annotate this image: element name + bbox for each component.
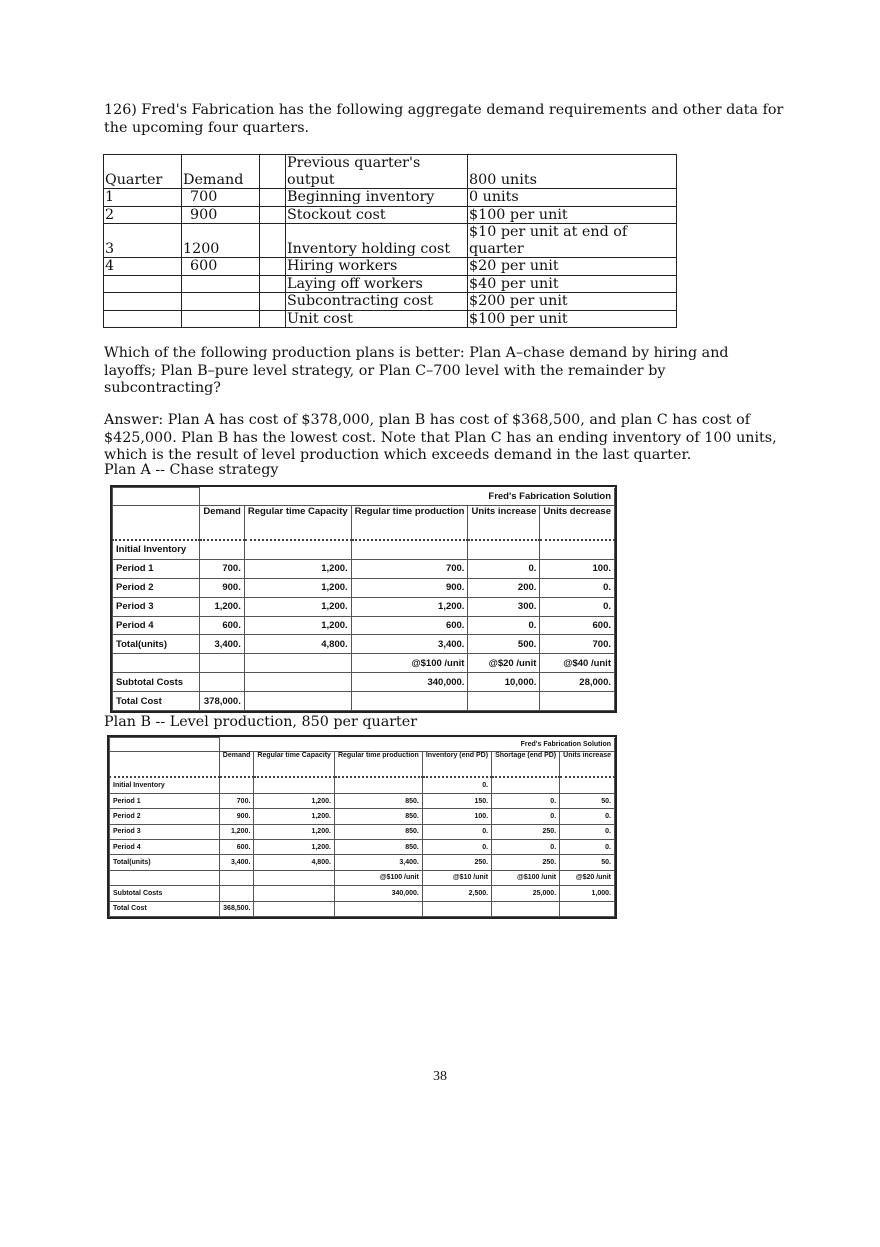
sheet-cell: 1,200. (244, 559, 351, 578)
sheet-cell: @$10 /unit (422, 870, 491, 885)
sheet-cell: 900. (219, 809, 254, 824)
sheet-cell: 700. (540, 635, 615, 654)
sheet-cell: 0. (560, 809, 615, 824)
demand-cell: 600 (182, 258, 260, 276)
sheet-cell (254, 870, 335, 885)
sheet-column-header: Units increase (560, 752, 615, 777)
plan-b-table (109, 737, 615, 917)
sheet-cell: 0. (560, 824, 615, 839)
sheet-cell: 3,400. (200, 635, 244, 654)
sheet-cell: @$100 /unit (351, 654, 468, 673)
sheet-row-label: Period 3 (113, 597, 200, 616)
table-row (104, 224, 677, 258)
spacer-cell (260, 258, 286, 276)
sheet-column-header: Units decrease (540, 506, 615, 540)
value-cell: $200 per unit (468, 293, 677, 311)
sheet-cell: 850. (334, 840, 422, 855)
sheet-cell (492, 777, 560, 793)
sheet-row-label: Initial Inventory (110, 777, 220, 793)
value-cell: $100 per unit (468, 310, 677, 328)
page-number: 38 (433, 1069, 447, 1084)
sheet-row-label: Subtotal Costs (110, 886, 220, 901)
sheet-column-header: Regular time production (334, 752, 422, 777)
value-cell: $20 per unit (468, 258, 677, 276)
sheet-cell: 10,000. (468, 673, 540, 692)
sheet-row (113, 597, 615, 616)
sheet-cell: 0. (492, 809, 560, 824)
value-cell: $10 per unit at end of quarter (468, 224, 677, 258)
quarter-cell (104, 310, 182, 328)
quarter-cell: 1 (104, 189, 182, 207)
sheet-cell: 700. (219, 793, 254, 808)
sheet-cell (334, 777, 422, 793)
demand-cell (182, 275, 260, 293)
demand-cell: 700 (182, 189, 260, 207)
sheet-cell: 1,000. (560, 886, 615, 901)
sheet-row-label: Total(units) (113, 635, 200, 654)
sheet-cell: 25,000. (492, 886, 560, 901)
demand-cell: 900 (182, 206, 260, 224)
header-previous-output-value: 800 units (468, 155, 677, 189)
sheet-row-label: Total Cost (110, 901, 220, 916)
table-row (104, 275, 677, 293)
sheet-header-blank (113, 506, 200, 540)
sheet-cell: 2,500. (422, 886, 491, 901)
sheet-cell: 378,000. (200, 692, 244, 711)
sheet-cell: 600. (351, 616, 468, 635)
sheet-cell: 700. (200, 559, 244, 578)
sheet-cell: 4,800. (254, 855, 335, 870)
sheet-row (110, 824, 615, 839)
sheet-cell: @$20 /unit (468, 654, 540, 673)
sheet-row (110, 793, 615, 808)
sheet-cell: 850. (334, 793, 422, 808)
quarter-cell: 3 (104, 224, 182, 258)
spacer-cell (260, 310, 286, 328)
sheet-cell: 50. (560, 793, 615, 808)
parameter-cell: Subcontracting cost (286, 293, 468, 311)
sheet-cell: 100. (422, 809, 491, 824)
sheet-cell: 340,000. (351, 673, 468, 692)
sheet-header-blank (110, 752, 220, 777)
value-cell: $100 per unit (468, 206, 677, 224)
sheet-row (113, 654, 615, 673)
sheet-row (110, 777, 615, 793)
plan-a-spreadsheet (110, 485, 617, 713)
table-row (104, 310, 677, 328)
sheet-row-label: Period 1 (110, 793, 220, 808)
sheet-cell: 600. (200, 616, 244, 635)
sheet-cell: 1,200. (254, 793, 335, 808)
sheet-cell (254, 777, 335, 793)
parameter-cell: Inventory holding cost (286, 224, 468, 258)
sheet-row-label: Total(units) (110, 855, 220, 870)
sheet-header-row (110, 752, 615, 777)
table-row (104, 293, 677, 311)
sheet-cell (540, 540, 615, 560)
sheet-row-label: Period 4 (113, 616, 200, 635)
quarter-cell (104, 275, 182, 293)
sheet-cell (468, 692, 540, 711)
sheet-row (110, 855, 615, 870)
sheet-cell (219, 870, 254, 885)
question-title: 126) Fred's Fabrication has the following aggregate demand requirements and other data for the upcoming four quarters. (104, 102, 784, 136)
sheet-row (113, 540, 615, 560)
sheet-cell: 300. (468, 597, 540, 616)
header-quarter: Quarter (104, 155, 182, 189)
sheet-row (113, 559, 615, 578)
sheet-column-header: Regular time Capacity (244, 506, 351, 540)
sheet-title: Fred's Fabrication Solution (200, 488, 615, 506)
sheet-cell: 1,200. (254, 824, 335, 839)
sheet-row-label: Period 2 (110, 809, 220, 824)
sheet-cell (254, 901, 335, 916)
sheet-cell (200, 654, 244, 673)
sheet-cell: 0. (422, 777, 491, 793)
quarter-cell (104, 293, 182, 311)
spacer-cell (260, 189, 286, 207)
sheet-cell: 3,400. (351, 635, 468, 654)
sheet-cell (244, 540, 351, 560)
sheet-cell: 1,200. (244, 597, 351, 616)
value-cell: $40 per unit (468, 275, 677, 293)
sheet-row-label (110, 870, 220, 885)
sheet-cell: 100. (540, 559, 615, 578)
plan-a-table (112, 487, 615, 711)
sheet-cell: @$20 /unit (560, 870, 615, 885)
sheet-cell: 1,200. (254, 840, 335, 855)
sheet-cell: 250. (492, 855, 560, 870)
sheet-cell (200, 673, 244, 692)
sheet-cell: 0. (492, 840, 560, 855)
sheet-row-label: Period 3 (110, 824, 220, 839)
sheet-cell: 1,200. (351, 597, 468, 616)
sheet-cell: 250. (422, 855, 491, 870)
sheet-cell: 0. (540, 597, 615, 616)
sheet-cell: 340,000. (334, 886, 422, 901)
sheet-cell: 368,500. (219, 901, 254, 916)
sheet-cell: @$100 /unit (492, 870, 560, 885)
plan-a-label: Plan A -- Chase strategy (104, 462, 279, 478)
sheet-cell: 3,400. (219, 855, 254, 870)
sheet-cell: 250. (492, 824, 560, 839)
table-row (104, 206, 677, 224)
demand-data-table (103, 154, 677, 328)
sheet-cell: 0. (422, 840, 491, 855)
parameter-cell: Beginning inventory (286, 189, 468, 207)
sheet-cell: 3,400. (334, 855, 422, 870)
sheet-row (113, 616, 615, 635)
sheet-cell (200, 540, 244, 560)
sheet-cell: 0. (540, 578, 615, 597)
sheet-cell: 200. (468, 578, 540, 597)
sheet-row (113, 692, 615, 711)
sheet-cell (351, 692, 468, 711)
sheet-cell: 900. (351, 578, 468, 597)
sheet-row-label (113, 654, 200, 673)
sheet-cell: 0. (560, 840, 615, 855)
sheet-row (110, 870, 615, 885)
parameter-cell: Laying off workers (286, 275, 468, 293)
sheet-column-header: Demand (200, 506, 244, 540)
answer-text: Answer: Plan A has cost of $378,000, plan B has cost of $368,500, and plan C has cost of $425,000. Plan B has the lowest cost. Note that Plan C has an ending inventory of 100 units, which is the result of level production which exceeds demand in the last quarter. (104, 412, 777, 463)
parameter-cell: Hiring workers (286, 258, 468, 276)
parameter-cell: Stockout cost (286, 206, 468, 224)
sheet-cell (351, 540, 468, 560)
sheet-corner-cell (110, 738, 220, 752)
sheet-cell (334, 901, 422, 916)
sheet-cell: 600. (219, 840, 254, 855)
sheet-cell: 150. (422, 793, 491, 808)
sheet-cell: 0. (468, 616, 540, 635)
sheet-cell: @$100 /unit (334, 870, 422, 885)
sheet-column-header: Inventory (end PD) (422, 752, 491, 777)
demand-cell (182, 310, 260, 328)
table-row (104, 258, 677, 276)
sheet-row-label: Subtotal Costs (113, 673, 200, 692)
header-previous-output: Previous quarter's output (286, 155, 468, 189)
sheet-cell: 900. (200, 578, 244, 597)
parameter-cell: Unit cost (286, 310, 468, 328)
sheet-row (110, 840, 615, 855)
sheet-cell: 1,200. (219, 824, 254, 839)
sheet-cell (244, 654, 351, 673)
sheet-title: Fred's Fabrication Solution (219, 738, 614, 752)
sheet-column-header: Shortage (end PD) (492, 752, 560, 777)
table-header-row (104, 155, 677, 189)
sheet-column-header: Units increase (468, 506, 540, 540)
sheet-cell: 0. (492, 793, 560, 808)
sheet-cell: 1,200. (244, 578, 351, 597)
sheet-cell (219, 777, 254, 793)
sheet-cell (254, 886, 335, 901)
sheet-cell: 700. (351, 559, 468, 578)
sheet-column-header: Regular time production (351, 506, 468, 540)
sheet-cell (422, 901, 491, 916)
sheet-row-label: Period 1 (113, 559, 200, 578)
sheet-cell (560, 777, 615, 793)
sheet-column-header: Regular time Capacity (254, 752, 335, 777)
spacer-cell (260, 206, 286, 224)
table-row (104, 189, 677, 207)
sheet-title-row (110, 738, 615, 752)
demand-cell (182, 293, 260, 311)
sheet-row (110, 901, 615, 916)
sheet-cell: 0. (468, 559, 540, 578)
sheet-column-header: Demand (219, 752, 254, 777)
header-demand: Demand (182, 155, 260, 189)
sheet-cell (219, 886, 254, 901)
sheet-cell: 28,000. (540, 673, 615, 692)
sheet-cell: 850. (334, 824, 422, 839)
sheet-cell: 600. (540, 616, 615, 635)
sheet-cell (244, 673, 351, 692)
sheet-row (110, 886, 615, 901)
sheet-cell: 4,800. (244, 635, 351, 654)
sheet-cell: 1,200. (254, 809, 335, 824)
sheet-cell (468, 540, 540, 560)
sheet-row (113, 673, 615, 692)
value-cell: 0 units (468, 189, 677, 207)
demand-cell: 1200 (182, 224, 260, 258)
sheet-row (110, 809, 615, 824)
sheet-cell: 1,200. (200, 597, 244, 616)
sheet-cell: @$40 /unit (540, 654, 615, 673)
sheet-cell: 50. (560, 855, 615, 870)
sheet-row-label: Period 2 (113, 578, 200, 597)
sheet-corner-cell (113, 488, 200, 506)
sheet-cell: 850. (334, 809, 422, 824)
sheet-row-label: Period 4 (110, 840, 220, 855)
sheet-cell: 500. (468, 635, 540, 654)
plan-b-spreadsheet (107, 735, 617, 919)
quarter-cell: 2 (104, 206, 182, 224)
sheet-cell (244, 692, 351, 711)
question-prompt: Which of the following production plans is better: Plan A–chase demand by hiring and layoffs; Plan B–pure level strategy, or Plan C–700 level with the remainder by subcontracting? (104, 345, 729, 396)
spacer-cell (260, 224, 286, 258)
sheet-cell (560, 901, 615, 916)
sheet-row-label: Total Cost (113, 692, 200, 711)
spacer-cell (260, 275, 286, 293)
sheet-row (113, 578, 615, 597)
sheet-cell: 1,200. (244, 616, 351, 635)
spacer-cell (260, 155, 286, 189)
plan-b-label: Plan B -- Level production, 850 per quarter (104, 714, 418, 730)
quarter-cell: 4 (104, 258, 182, 276)
sheet-row (113, 635, 615, 654)
sheet-title-row (113, 488, 615, 506)
sheet-header-row (113, 506, 615, 540)
sheet-row-label: Initial Inventory (113, 540, 200, 560)
sheet-cell (492, 901, 560, 916)
sheet-cell (540, 692, 615, 711)
sheet-cell: 0. (422, 824, 491, 839)
spacer-cell (260, 293, 286, 311)
